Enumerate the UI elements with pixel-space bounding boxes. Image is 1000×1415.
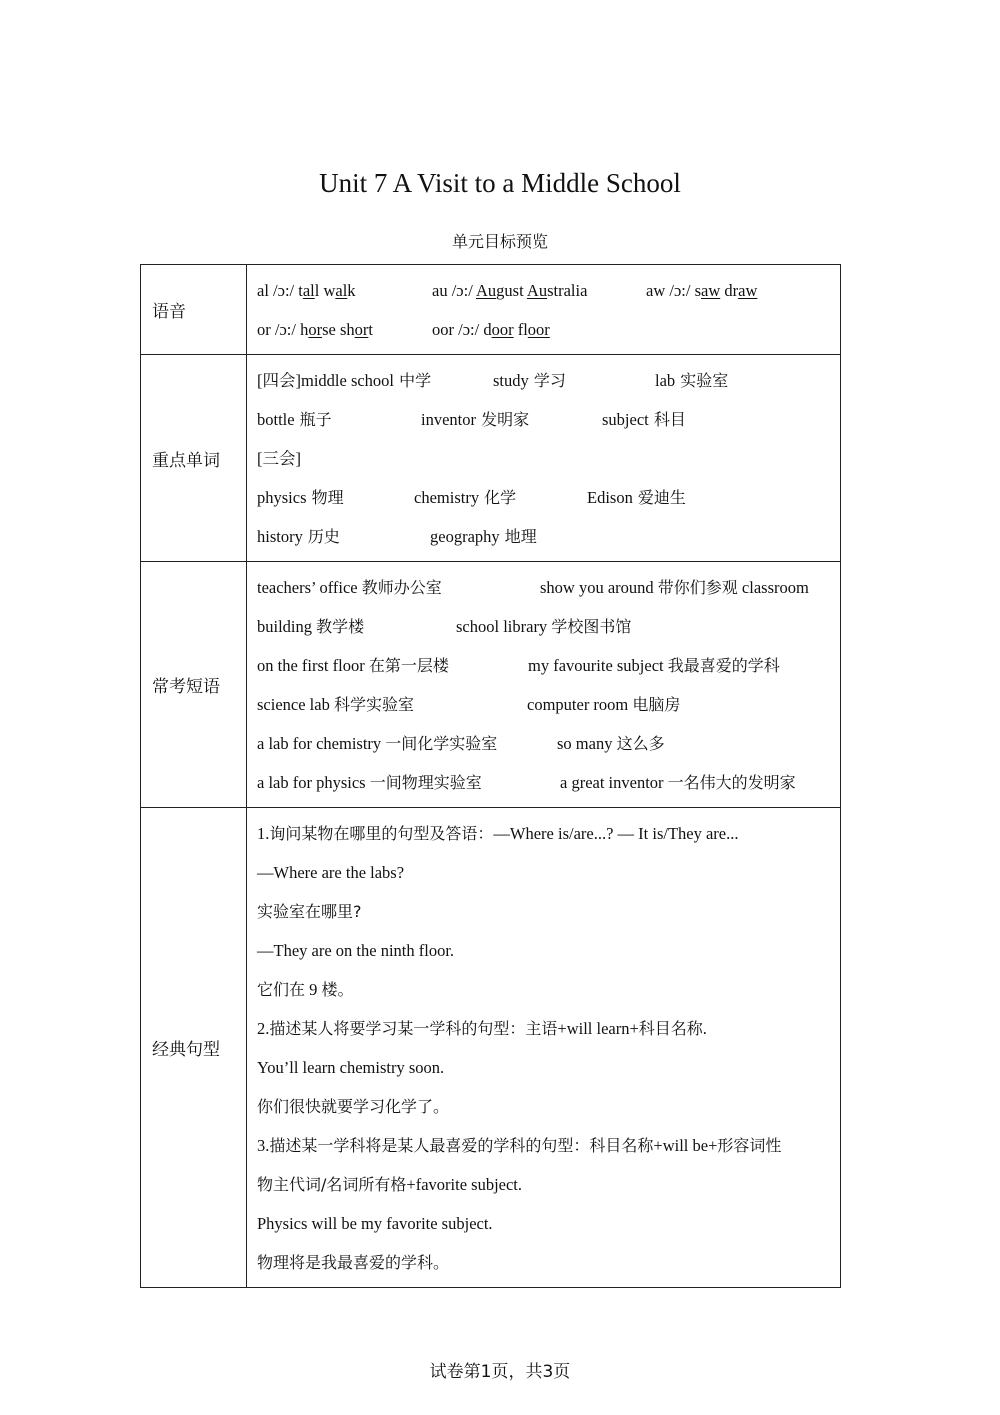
word-line bbox=[257, 517, 830, 556]
word-zh: 瓶子 bbox=[294, 410, 332, 429]
word-zh: 中学 bbox=[394, 371, 432, 390]
table-row-words bbox=[141, 355, 841, 562]
word-en: [四会]middle school bbox=[257, 371, 395, 390]
phonics-underline: al bbox=[335, 281, 348, 300]
row-label-phrases: 常考短语 bbox=[141, 562, 247, 808]
sentence-zh: 物主代词/名词所有格 bbox=[257, 1175, 407, 1194]
word-item bbox=[493, 361, 566, 400]
phonics-item bbox=[432, 310, 550, 349]
word-line bbox=[257, 361, 830, 400]
sentence-en: Physics will be my favorite subject. bbox=[257, 1214, 493, 1233]
page-footer: 试卷第1页，共3页 bbox=[429, 1362, 571, 1382]
sentence-line bbox=[257, 892, 830, 931]
phrase-item bbox=[456, 607, 631, 646]
word-en: study bbox=[493, 371, 529, 390]
word-line bbox=[257, 439, 830, 478]
word-en: bottle bbox=[257, 410, 295, 429]
phrase-en: so many bbox=[557, 734, 617, 753]
word-item bbox=[414, 478, 516, 517]
table-row-phonics bbox=[141, 265, 841, 355]
word-en: subject bbox=[602, 410, 649, 429]
sentence-zh: 询问某物在哪里的句型及答语： bbox=[269, 824, 494, 843]
phrases-content bbox=[247, 562, 841, 808]
word-item bbox=[430, 517, 537, 556]
phonics-underline: oor bbox=[491, 320, 514, 339]
sentence-line bbox=[257, 1126, 830, 1165]
word-zh: 爱迪生 bbox=[632, 488, 686, 507]
words-content bbox=[247, 355, 841, 562]
sentence-line bbox=[257, 1048, 830, 1087]
table-row-sentences bbox=[141, 808, 841, 1288]
phrase-en: school library bbox=[456, 617, 552, 636]
phrase-line bbox=[257, 568, 830, 607]
word-zh: 实验室 bbox=[675, 371, 729, 390]
phrase-line bbox=[257, 646, 830, 685]
phrase-en: teachers’ office bbox=[257, 578, 362, 597]
word-item bbox=[587, 478, 686, 517]
phonics-text: gust bbox=[496, 281, 527, 300]
phrase-zh: 学校图书馆 bbox=[551, 617, 632, 636]
sentence-en: . bbox=[702, 1019, 707, 1038]
phonics-text: al /ɔ:/ t bbox=[257, 281, 303, 300]
word-item bbox=[602, 400, 686, 439]
phrase-en: building bbox=[257, 617, 317, 636]
word-en: physics bbox=[257, 488, 307, 507]
phonics-text: se sh bbox=[322, 320, 355, 339]
word-line bbox=[257, 478, 830, 517]
phonics-underline: Au bbox=[526, 281, 548, 300]
word-en: inventor bbox=[421, 410, 476, 429]
row-label-words: 重点单词 bbox=[141, 355, 247, 562]
word-zh: 学习 bbox=[528, 371, 566, 390]
phrase-zh: 一间化学实验室 bbox=[385, 734, 498, 753]
phrase-en: on the first floor bbox=[257, 656, 369, 675]
phonics-line bbox=[257, 271, 830, 310]
phrase-line bbox=[257, 607, 830, 646]
phrase-item bbox=[557, 724, 665, 763]
phrase-en: a great inventor bbox=[560, 773, 668, 792]
word-en: [三会] bbox=[257, 449, 301, 468]
phonics-text: or /ɔ:/ h bbox=[257, 320, 309, 339]
word-item bbox=[257, 439, 301, 478]
row-label-sentences: 经典句型 bbox=[141, 808, 247, 1288]
word-en: Edison bbox=[587, 488, 633, 507]
phrase-line bbox=[257, 685, 830, 724]
phrase-zh: 一名伟大的发明家 bbox=[667, 773, 796, 792]
word-zh: 地理 bbox=[499, 527, 537, 546]
row-label-phonics: 语音 bbox=[141, 265, 247, 355]
phonics-underline: oor bbox=[527, 320, 550, 339]
word-item bbox=[257, 400, 332, 439]
phrase-zh: 这么多 bbox=[616, 734, 665, 753]
phonics-text: aw /ɔ:/ s bbox=[646, 281, 701, 300]
word-zh: 历史 bbox=[302, 527, 340, 546]
phrase-zh: 教学楼 bbox=[316, 617, 365, 636]
sentence-line bbox=[257, 1243, 830, 1282]
word-en: geography bbox=[430, 527, 500, 546]
sentence-line bbox=[257, 814, 830, 853]
phrase-zh: 我最喜爱的学科 bbox=[667, 656, 780, 675]
phrase-zh: 在第一层楼 bbox=[368, 656, 449, 675]
word-en: history bbox=[257, 527, 303, 546]
phrase-item bbox=[257, 607, 364, 646]
sentence-zh: 科目名称 bbox=[638, 1019, 703, 1038]
word-en: lab bbox=[655, 371, 676, 390]
sentence-en: 9 bbox=[305, 980, 322, 999]
sentence-zh: 物理将是我最喜爱的学科。 bbox=[257, 1253, 450, 1272]
word-item bbox=[655, 361, 728, 400]
phonics-text: t bbox=[368, 320, 373, 339]
unit-preview-table bbox=[140, 264, 841, 1288]
word-item bbox=[421, 400, 529, 439]
sentence-line bbox=[257, 1087, 830, 1126]
phrase-zh: 带你们参观 bbox=[657, 578, 738, 597]
sentence-en: —Where are the labs? bbox=[257, 863, 405, 882]
word-item bbox=[257, 361, 431, 400]
phonics-text: oor /ɔ:/ d bbox=[432, 320, 492, 339]
phrase-item bbox=[540, 568, 809, 607]
sentence-en: +will learn+ bbox=[557, 1019, 639, 1038]
phonics-item bbox=[257, 310, 373, 349]
sentence-zh: 描述某人将要学习某一学科的句型：主语 bbox=[269, 1019, 558, 1038]
phrase-zh: 科学实验室 bbox=[333, 695, 414, 714]
phrase-zh: 电脑房 bbox=[632, 695, 681, 714]
phrase-en: computer room bbox=[527, 695, 633, 714]
phrase-line bbox=[257, 724, 830, 763]
page-title: Unit 7 A Visit to a Middle School bbox=[319, 168, 681, 198]
sentence-en: —They are on the ninth floor. bbox=[257, 941, 455, 960]
phrase-en: a lab for chemistry bbox=[257, 734, 386, 753]
phrase-en: show you around bbox=[540, 578, 658, 597]
phonics-text: stralia bbox=[547, 281, 588, 300]
word-zh: 发明家 bbox=[476, 410, 530, 429]
phonics-item bbox=[257, 271, 356, 310]
sentence-line bbox=[257, 970, 830, 1009]
phrase-item bbox=[257, 685, 414, 724]
sentence-zh: 你们很快就要学习化学了。 bbox=[257, 1097, 450, 1116]
phonics-underline: Au bbox=[476, 281, 497, 300]
phrase-en: a lab for physics bbox=[257, 773, 370, 792]
phonics-text: au /ɔ:/ bbox=[432, 281, 476, 300]
sentence-en: 1. bbox=[257, 824, 270, 843]
sentence-zh: 它们在 bbox=[257, 980, 306, 999]
sentence-en: 3. bbox=[257, 1136, 270, 1155]
phonics-text: k bbox=[347, 281, 356, 300]
phrase-item bbox=[257, 763, 482, 802]
phonics-underline: al bbox=[302, 281, 315, 300]
phonics-content bbox=[247, 265, 841, 355]
phonics-item bbox=[432, 271, 587, 310]
phrase-en: my favourite subject bbox=[528, 656, 668, 675]
word-zh: 化学 bbox=[479, 488, 517, 507]
word-item bbox=[257, 517, 340, 556]
phrase-item bbox=[527, 685, 680, 724]
page-subtitle: 单元目标预览 bbox=[451, 232, 548, 251]
sentence-zh: 描述某一学科将是某人最喜爱的学科的句型：科目名称 bbox=[269, 1136, 654, 1155]
phonics-underline: or bbox=[308, 320, 323, 339]
phrase-en: science lab bbox=[257, 695, 334, 714]
sentence-en: +favorite subject. bbox=[406, 1175, 523, 1194]
word-en: chemistry bbox=[414, 488, 480, 507]
sentence-en: You’ll learn chemistry soon. bbox=[257, 1058, 445, 1077]
sentence-en: —Where is/are...? — It is/They are... bbox=[493, 824, 739, 843]
sentences-content bbox=[247, 808, 841, 1288]
phrase-zh: 教师办公室 bbox=[361, 578, 442, 597]
phrase-zh: 一间物理实验室 bbox=[369, 773, 482, 792]
phonics-text: dr bbox=[720, 281, 739, 300]
phonics-line bbox=[257, 310, 830, 349]
phonics-text: fl bbox=[513, 320, 528, 339]
word-line bbox=[257, 400, 830, 439]
word-zh: 科目 bbox=[648, 410, 686, 429]
phrase-line bbox=[257, 763, 830, 802]
sentence-line bbox=[257, 1165, 830, 1204]
sentence-zh: 形容词性 bbox=[717, 1136, 782, 1155]
phonics-item bbox=[646, 271, 757, 310]
phrase-en: classroom bbox=[737, 578, 809, 597]
sentence-zh: 楼。 bbox=[321, 980, 354, 999]
phonics-underline: aw bbox=[738, 281, 758, 300]
table-row-phrases bbox=[141, 562, 841, 808]
sentence-en: 2. bbox=[257, 1019, 270, 1038]
phrase-item bbox=[257, 724, 497, 763]
phrase-item bbox=[257, 568, 442, 607]
phonics-text: l w bbox=[314, 281, 336, 300]
sentence-line bbox=[257, 1204, 830, 1243]
word-zh: 物理 bbox=[306, 488, 344, 507]
sentence-en: +will be+ bbox=[653, 1136, 718, 1155]
phonics-underline: or bbox=[354, 320, 369, 339]
phonics-underline: aw bbox=[701, 281, 721, 300]
phrase-item bbox=[257, 646, 449, 685]
sentence-line bbox=[257, 853, 830, 892]
sentence-line bbox=[257, 1009, 830, 1048]
phrase-item bbox=[560, 763, 796, 802]
word-item bbox=[257, 478, 344, 517]
sentence-line bbox=[257, 931, 830, 970]
phrase-item bbox=[528, 646, 780, 685]
sentence-zh: 实验室在哪里? bbox=[257, 902, 362, 921]
